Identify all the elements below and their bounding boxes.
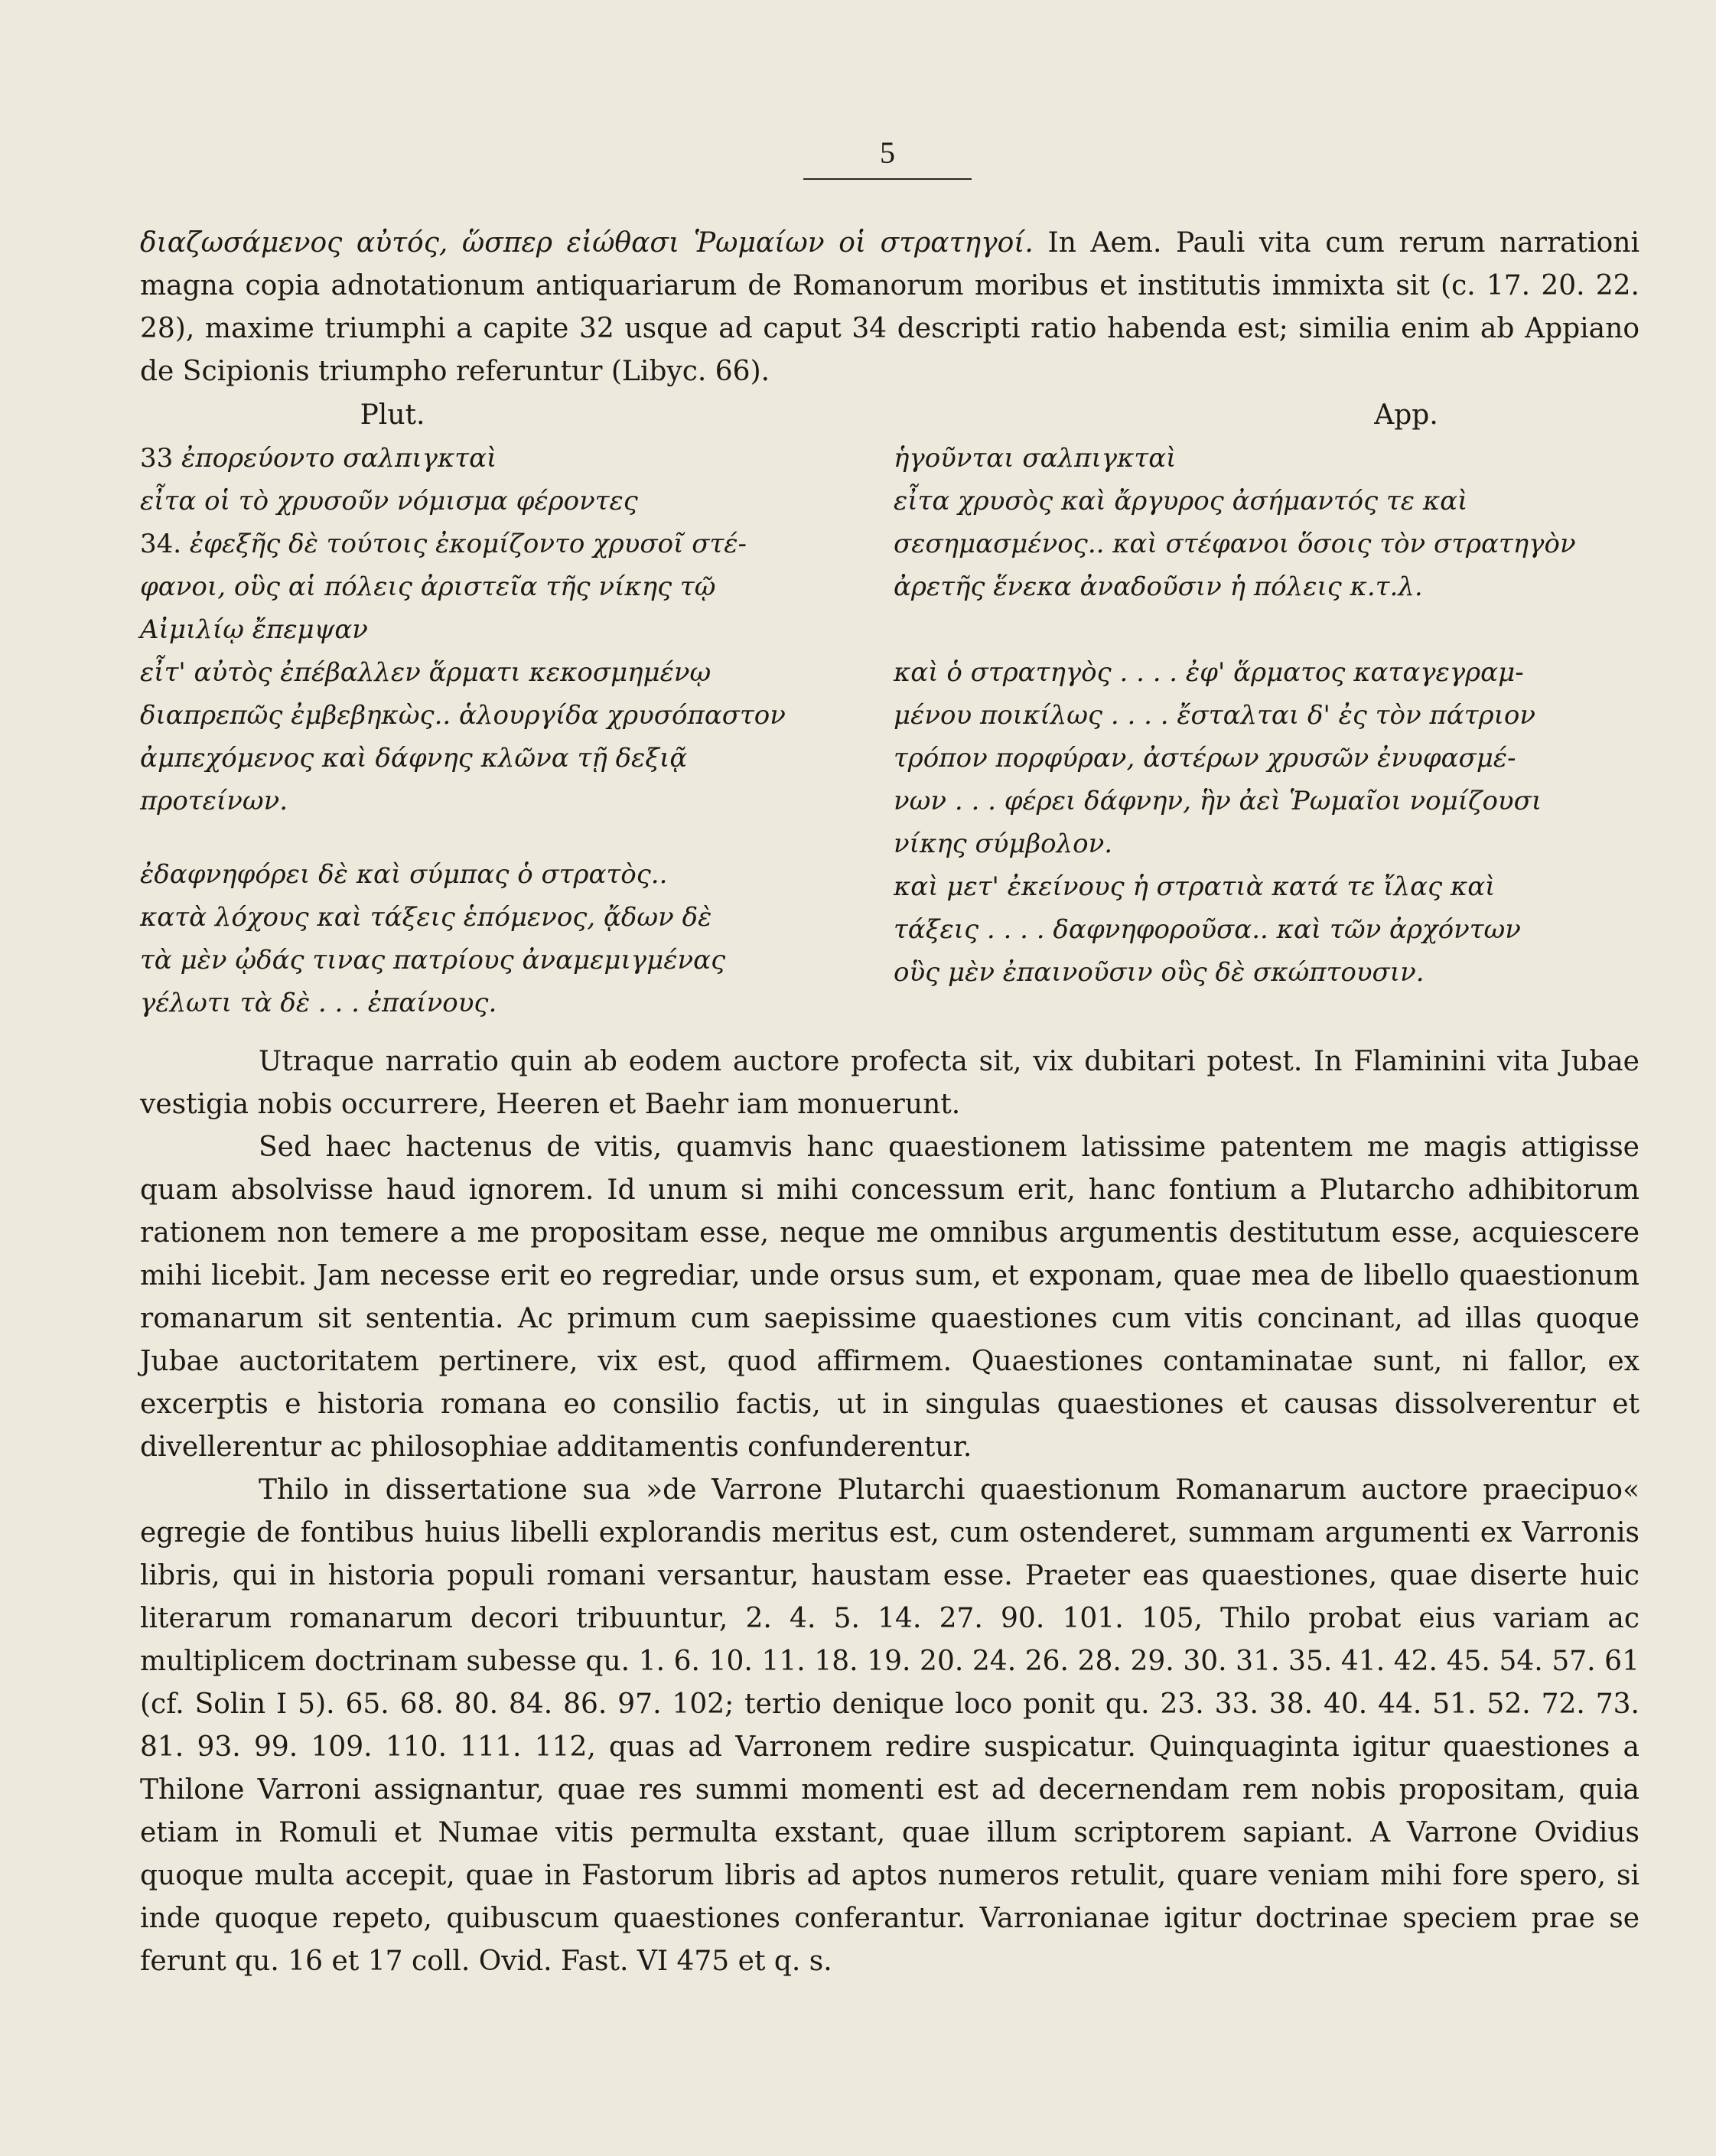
page-number: 5 [880,135,895,170]
app-line: τρόπον πορφύραν, ἀστέρων χρυσῶν ἐνυφασμέ- [894,743,1516,773]
plut-line: Αἰμιλίῳ ἔπεμψαν [140,614,368,645]
parallel-texts [140,394,1639,1029]
plut-line: εἶτα οἱ τὸ χρυσοῦν νόμισμα φέροντες [140,486,638,516]
app-line: τάξεις . . . . δαφνηφοροῦσα.. καὶ τῶν ἀρχόντων [894,914,1521,945]
paragraph-thilo: Thilo in dissertatione sua »de Varrone Plutarchi quaestionum Romanarum auctore praecipuo« egregie de fontibus huius libelli explorandis meritus est, cum ostenderet, summam argumenti ex Varronis libris, qui in historia populi romani versantur, haustam esse. Praeter eas quaestiones, quae diserte huic literarum romanarum decori tribuuntur, 2. 4. 5. 14. 27. 90. 101. 105, Thilo probat eius variam ac multiplicem doctrinam subesse qu. 1. 6. 10. 11. 18. 19. 20. 24. 26. 28. 29. 30. 31. 35. 41. 42. 45. 54. 57. 61 (cf. Solin I 5). 65. 68. 80. 84. 86. 97. 102; tertio denique loco ponit qu. 23. 33. 38. 40. 44. 51. 52. 72. 73. 81. 93. 99. 109. 110. 111. 112, quas ad Varronem redire suspicatur. Quinquaginta igitur quaestiones a Thilone Varroni assignantur, quae res summi momenti est ad decernendam rem nobis propositam, quia etiam in Romuli et Numae vitis permulta exstant, quae illum scriptorem sapiant. A Varrone Ovidius quoque multa accepit, quae in Fastorum libris ad aptos numeros retulit, quare veniam mihi fore spero, si inde quoque repeto, quibuscum quaestiones conferantur. Varronianae igitur doctrinae speciem prae se ferunt qu. 16 et 17 coll. Ovid. Fast. VI 475 et q. s. [140,1474,1639,1977]
app-line: ἀρετῆς ἕνεκα ἀναδοῦσιν ἡ πόλεις κ.τ.λ. [894,572,1423,602]
plut-line: διαπρεπῶς ἐμβεβηκὼς.. ἁλουργίδα χρυσόπαστον [140,700,786,731]
app-line: εἶτα χρυσὸς καὶ ἄργυρος ἀσήμαντός τε καὶ [894,486,1468,516]
body-text [140,1041,1639,1983]
app-line: οὓς μὲν ἐπαινοῦσιν οὓς δὲ σκώπτουσιν. [894,957,1425,988]
plut-line: φανοι, οὓς αἱ πόλεις ἀριστεῖα τῆς νίκης τῷ [140,572,716,602]
plut-line: προτείνων. [140,786,288,816]
app-line: ἡγοῦνται σαλπιγκταὶ [894,443,1177,474]
plut-line: κατὰ λόχους καὶ τάξεις ἑπόμενος, ᾄδων δὲ [140,902,712,933]
appian-column [894,394,1597,994]
app-line: καὶ ὁ στρατηγὸς . . . . ἐφ' ἅρματος καταγεγραμ- [894,657,1524,688]
paragraph-utraque: Utraque narratio quin ab eodem auctore profecta sit, vix dubitari potest. In Flaminini vita Jubae vestigia nobis occurrere, Heeren et Baehr iam monuerunt. [140,1046,1639,1120]
plut-line: εἶτ' αὐτὸς ἐπέβαλλεν ἅρματι κεκοσμημένῳ [140,657,711,688]
intro-greek-quote: διαζωσάμενος αὐτός, ὥσπερ εἰώθασι Ῥωμαίων οἱ στρατηγοί. [140,227,1034,259]
plut-line: τὰ μὲν ᾠδάς τινας πατρίους ἀναμεμιγμένας [140,945,726,975]
plut-line: γέλωτι τὰ δὲ . . . ἐπαίνους. [140,988,497,1018]
plut-line: 34. ἐφεξῆς δὲ τούτοις ἐκομίζοντο χρυσοῖ στέ- [140,529,747,559]
app-line: μένου ποικίλως . . . . ἔσταλται δ' ἐς τὸν πάτριον [894,700,1536,731]
app-line: σεσημασμένος.. καὶ στέφανοι ὅσοις τὸν στρατηγὸν [894,529,1576,559]
intro-latin-text: In Aem. Pauli vita cum rerum narrationi magna copia adnotationum antiquariarum de Romanorum moribus et institutis immixta sit (c. 17. 20. 22. 28), maxime triumphi a capite 32 usque ad caput 34 descripti ratio habenda est; similia enim ab Appiano de Scipionis triumpho referuntur (Libyc. 66). [140,227,1639,387]
header-rule [803,178,972,180]
app-line: νίκης σύμβολον. [894,829,1113,859]
plut-line: ἀμπεχόμενος καὶ δάφνης κλῶνα τῇ δεξιᾷ [140,743,688,773]
plutarch-column [140,394,844,1024]
plut-line: 33 ἐπορεύοντο σαλπιγκταὶ [140,443,497,474]
plutarch-header: Plut. [360,399,425,431]
paragraph-sed-haec: Sed haec hactenus de vitis, quamvis hanc quaestionem latissime patentem me magis attigisse quam absolvisse haud ignorem. Id unum si mihi concessum erit, hanc fontium a Plutarcho adhibitorum rationem non temere a me propositam esse, neque me omnibus argumentis destitutum esse, acquiescere mihi licebit. Jam necesse erit eo regrediar, unde orsus sum, et exponam, quae mea de libello quaestionum romanarum sit sententia. Ac primum cum saepissime quaestiones cum vitis concinant, ad illas quoque Jubae auctoritatem pertinere, vix est, quod affirmem. Quaestiones contaminatae sunt, ni fallor, ex excerptis e historia romana eo consilio factis, ut in singulas quaestiones et causas dissolverentur et divellerentur ac philosophiae additamentis confunderentur. [140,1132,1639,1463]
appian-header: App. [1374,399,1438,431]
intro-paragraph [140,222,1639,393]
plut-line: ἐδαφνηφόρει δὲ καὶ σύμπας ὁ στρατὸς.. [140,859,668,890]
app-line: καὶ μετ' ἐκείνους ἡ στρατιὰ κατά τε ἴλας καὶ [894,871,1496,902]
app-line: νων . . . φέρει δάφνην, ἣν ἀεὶ Ῥωμαῖοι νομίζουσι [894,786,1542,816]
